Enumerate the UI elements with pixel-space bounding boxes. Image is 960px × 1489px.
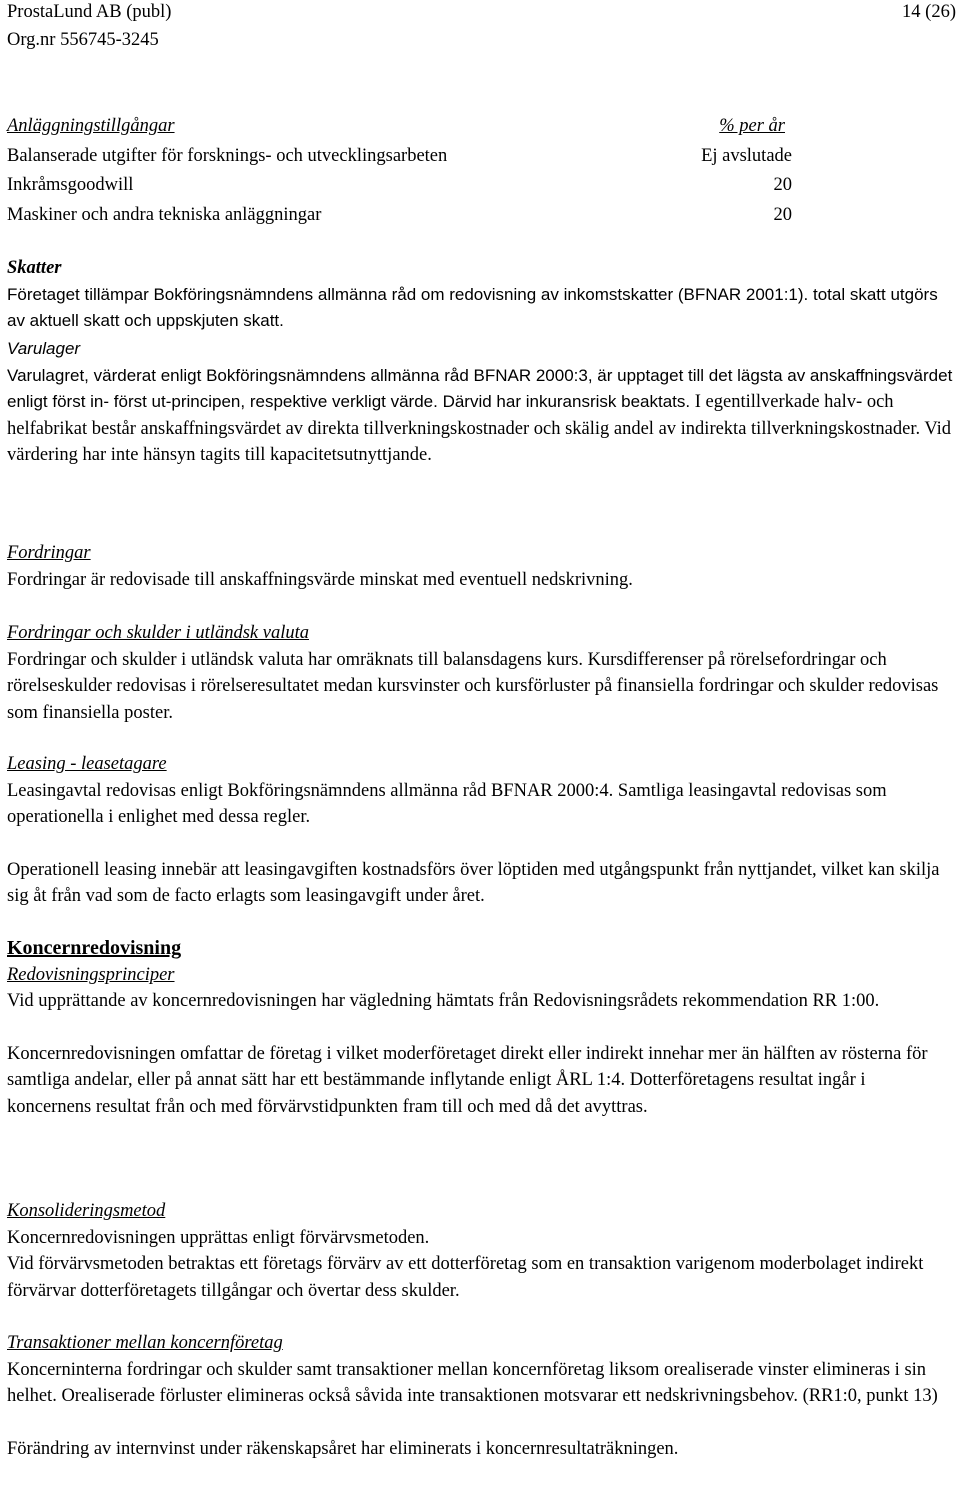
konsolidering-line2: Vid förvärvsmetoden betraktas ett företags förvärv av ett dotterföretag som en transaktion varigenom moderbolaget indirekt förvärvar dotterföretagets tillgångar och övertar dess skulder. [7,1254,924,1301]
section-konsolidering [7,1198,954,1304]
section-fordringar [7,540,954,593]
varulager-body-b: I egentillverkade halv- och helfabrikat består anskaffningsvärdet av direkta tillverkningskostnader och skälig andel av indirekta tillverkningskostnader. Vid värdering har inte hänsyn tagits till kapacitetsutnyttjande. [7,392,952,465]
depreciation-table-header [7,112,807,142]
asset-rate: Ej avslutade [701,145,792,166]
koncern-subheading: Redovisningsprinciper [7,964,175,985]
varulager-body [7,363,954,469]
valuta-body: Fordringar och skulder i utländsk valuta har omräknats till balansdagens kurs. Kursdifferenser på rörelsefordringar och rörelseskulder redovisas i rörelseresultatet medan kursvinster och kursförluster på finansiella fordringar och skulder redovisas som finansiella poster. [7,649,939,723]
konsolidering-heading: Konsolideringsmetod [7,1201,166,1221]
transaktioner-heading: Transaktioner mellan koncernföretag [7,1333,283,1353]
depreciation-table [7,112,807,230]
konsolidering-line1: Koncernredovisningen upprättas enligt förvärvsmetoden. [7,1227,430,1248]
table-row [7,171,807,201]
section-leasing [7,751,954,910]
asset-rate: 20 [773,204,792,225]
leasing-heading: Leasing - leasetagare [7,754,167,774]
koncern-heading: Koncernredovisning [7,937,182,959]
koncern-body2: Koncernredovisningen omfattar de företag i vilket moderföretaget direkt eller indirekt innehar mer än hälften av rösterna för samtliga andelar, eller på annat sätt har ett bestämmande inflytande enligt ÅRL 1:4. Dotterföretagens resultat ingår i koncernens resultat från och med förvärvstidpunkten fram till och med då det avyttras. [7,1043,928,1117]
rate-heading: % per år [719,116,785,137]
company-name: ProstaLund AB (publ) [7,2,172,22]
section-valuta [7,620,954,726]
section-transaktioner [7,1330,954,1462]
varulager-body-a: Varulagret, värderat enligt Bokföringsnämndens allmänna råd BFNAR 2000:3, är upptaget till det lägsta av anskaffningsvärdet enligt först in- först ut-principen, respektive verkligt värde. Därvid har inkuransrisk beaktats. [7,365,953,411]
asset-label: Inkråmsgoodwill [7,175,134,196]
transaktioner-body2: Förändring av internvinst under räkenskapsåret har eliminerats i koncernresultaträkningen. [7,1438,679,1459]
table-row [7,142,807,172]
varulager-heading: Varulager [7,339,81,358]
asset-rate: 20 [773,175,792,196]
section-varulager [7,336,954,469]
asset-label: Balanserade utgifter för forsknings- och utvecklingsarbeten [7,145,448,166]
skatter-heading: Skatter [7,258,62,278]
page-number: 14 (26) [902,2,956,22]
assets-heading: Anläggningstillgångar [7,116,175,137]
skatter-body: Företaget tillämpar Bokföringsnämndens allmänna råd om redovisning av inkomstskatter (BFNAR 2001:1). total skatt utgörs av aktuell skatt och uppskjuten skatt. [7,284,938,330]
koncern-body: Vid upprättande av koncernredovisningen har vägledning hämtats från Redovisningsrådets rekommendation RR 1:00. [7,991,880,1011]
leasing-body: Leasingavtal redovisas enligt Bokföringsnämndens allmänna råd BFNAR 2000:4. Samtliga leasingavtal redovisas som operationella i enlighet med dessa regler. [7,780,887,827]
section-skatter [7,255,954,335]
fordringar-heading: Fordringar [7,543,91,563]
table-row [7,201,807,231]
fordringar-body: Fordringar är redovisade till anskaffningsvärde minskat med eventuell nedskrivning. [7,569,633,590]
transaktioner-body: Koncerninterna fordringar och skulder samt transaktioner mellan koncernföretag liksom orealiserade vinster elimineras i sin helhet. Orealiserade förluster elimineras också såvida inte transaktionen motsvarar ett nedskrivningsbehov. (RR1:0, punkt 13) [7,1359,938,1406]
section-koncern [7,935,954,1120]
valuta-heading: Fordringar och skulder i utländsk valuta [7,623,309,643]
org-number: Org.nr 556745-3245 [7,30,159,50]
leasing-body2: Operationell leasing innebär att leasingavgiften kostnadsförs över löptiden med utgångspunkt från nyttjandet, vilket kan skilja sig åt från vad som de facto erlagts som leasingavgift under året. [7,859,940,906]
asset-label: Maskiner och andra tekniska anläggningar [7,204,322,225]
